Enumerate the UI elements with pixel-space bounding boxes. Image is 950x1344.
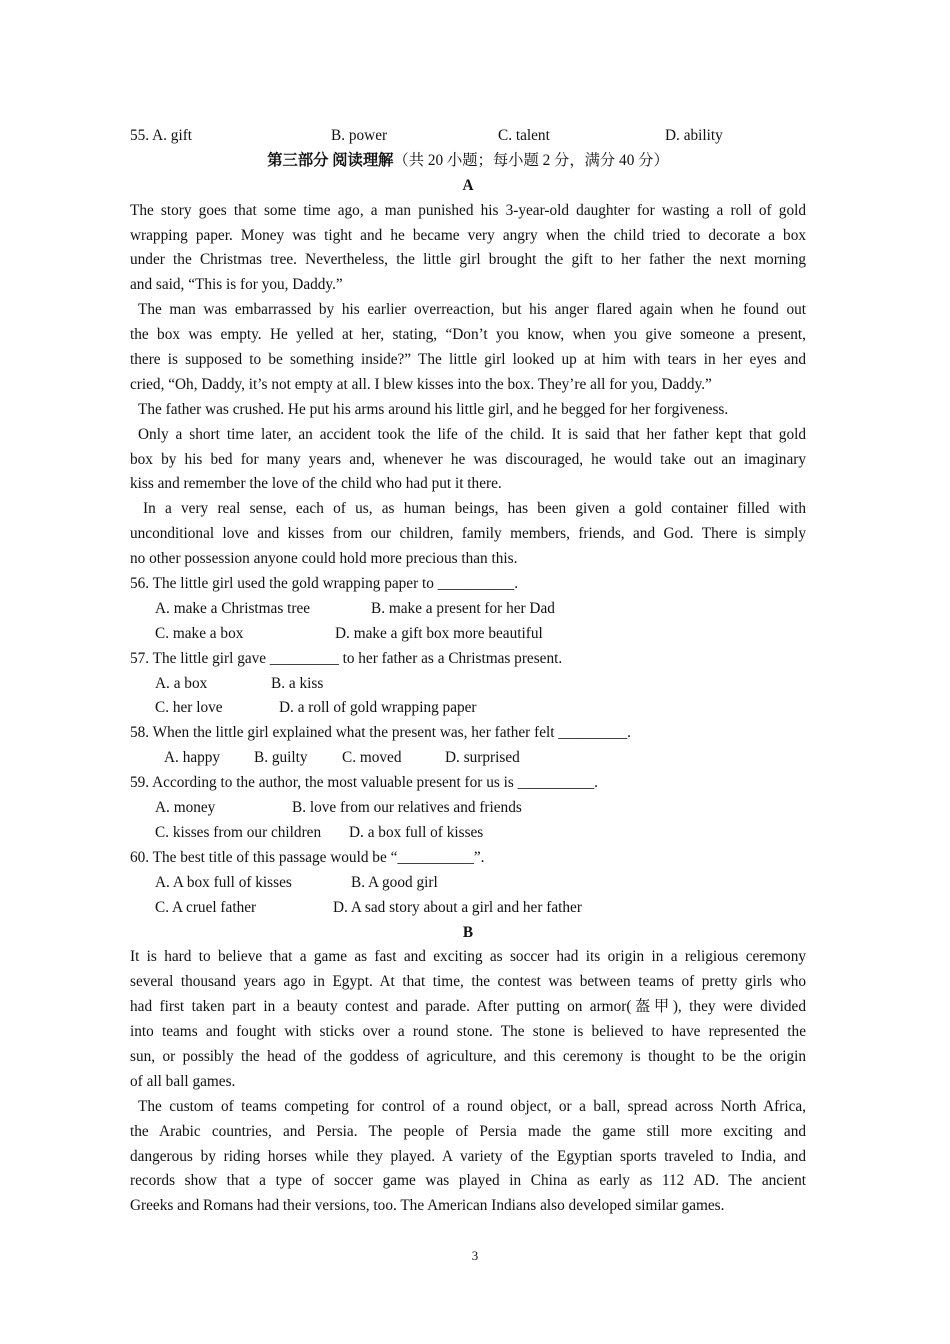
question-60-stem: 60. The best title of this passage would be “__________”.	[130, 848, 485, 866]
exam-page	[130, 124, 806, 1219]
text-line: several thousand years ago in Egypt. At that time, the contest was between teams of pretty girls who	[130, 973, 806, 991]
text-line: the Arabic countries, and Persia. The people of Persia made the game still more exciting and	[130, 1122, 806, 1140]
question-55	[130, 124, 806, 149]
passage-a-paragraph-4	[130, 423, 806, 498]
text-line: the box was empty. He yelled at her, stating, “Don’t you know, when you give someone a present,	[130, 326, 806, 344]
q59-option-b: B. love from our relatives and friends	[292, 799, 522, 817]
q59-option-c: C. kisses from our children	[155, 823, 322, 841]
text-line: no other possession anyone could hold more precious than this.	[130, 550, 518, 568]
q55-option-d: D. ability	[665, 127, 723, 144]
question-57-options-row1	[130, 672, 806, 697]
q57-option-c: C. her love	[155, 699, 223, 717]
text-line: cried, “Oh, Daddy, it’s not empty at all. I blew kisses into the box. They’re all for you, Daddy.”	[130, 375, 712, 393]
text-line: under the Christmas tree. Nevertheless, the little girl brought the gift to her father the next morning	[130, 251, 806, 269]
text-line: unconditional love and kisses from our children, family members, friends, and God. There is simply	[130, 525, 806, 543]
text-line: The custom of teams competing for control of a round object, or a ball, spread across North Africa,	[138, 1097, 806, 1115]
q56-option-a: A. make a Christmas tree	[155, 599, 311, 617]
question-60-options-row1	[130, 871, 806, 896]
q56-option-d: D. make a gift box more beautiful	[335, 624, 543, 642]
passage-a-paragraph-2	[130, 298, 806, 398]
text-line: The story goes that some time ago, a man punished his 3-year-old daughter for wasting a roll of gold	[130, 201, 806, 219]
section-title	[130, 149, 806, 174]
question-57-stem: 57. The little girl gave _________ to her father as a Christmas present.	[130, 649, 563, 667]
q55-option-b: B. power	[331, 127, 388, 144]
question-57-options-row2	[130, 696, 806, 721]
passage-a-paragraph-1	[130, 199, 806, 299]
q56-option-c: C. make a box	[155, 624, 244, 642]
section-title-bold: 第三部分 阅读理解	[267, 151, 394, 169]
q59-option-d: D. a box full of kisses	[349, 823, 484, 841]
question-59-stem: 59. According to the author, the most valuable present for us is __________.	[130, 774, 598, 792]
q60-option-c: C. A cruel father	[155, 898, 257, 916]
q55-option-c: C. talent	[498, 127, 550, 144]
q58-option-b: B. guilty	[254, 749, 308, 767]
text-line: sun, or possibly the head of the goddess of agriculture, and this ceremony is thought to be the origin	[130, 1047, 806, 1065]
q58-option-c: C. moved	[342, 749, 402, 767]
q58-option-d: D. surprised	[445, 749, 520, 767]
text-line: Only a short time later, an accident took the life of the child. It is said that her father kept that gold	[138, 425, 806, 443]
text-line: records show that a type of soccer game was played in China as early as 112 AD. The ancient	[130, 1172, 806, 1190]
text-line: kiss and remember the love of the child who had put it there.	[130, 475, 502, 493]
q56-option-b: B. make a present for her Dad	[371, 599, 555, 617]
q57-option-d: D. a roll of gold wrapping paper	[279, 699, 477, 717]
text-line: The man was embarrassed by his earlier overreaction, but his anger flared again when he found out	[138, 301, 806, 319]
text-line: of all ball games.	[130, 1072, 236, 1090]
q60-option-b: B. A good girl	[351, 873, 438, 891]
passage-b-paragraph-2	[130, 1095, 806, 1219]
passage-a-paragraph-3	[130, 398, 806, 423]
q60-option-a: A. A box full of kisses	[155, 873, 292, 891]
q60-option-d: D. A sad story about a girl and her father	[333, 898, 582, 916]
passage-a-paragraph-5	[130, 497, 806, 572]
question-58-stem: 58. When the little girl explained what the present was, her father felt _________.	[130, 724, 631, 742]
question-58-options	[130, 746, 806, 771]
text-line: The father was crushed. He put his arms around his little girl, and he begged for her forgiveness.	[138, 400, 729, 418]
text-line: box by his bed for many years and, whenever he was discouraged, he would take out an imaginary	[130, 450, 806, 468]
text-line: wrapping paper. Money was tight and he became very angry when the child tried to decorate a box	[130, 226, 806, 244]
text-line: Greeks and Romans had their versions, too. The American Indians also developed similar games.	[130, 1197, 725, 1215]
text-line: into teams and fought with sticks over a round stone. The stone is believed to have represented the	[130, 1023, 806, 1041]
passage-b-heading: B	[462, 923, 474, 941]
passage-b-paragraph-1	[130, 945, 806, 1094]
question-56-options-row2	[130, 622, 806, 647]
question-59-options-row2	[130, 821, 806, 846]
section-title-rest: （共 20 小题；每小题 2 分，满分 40 分）	[393, 151, 669, 169]
text-line: In a very real sense, each of us, as human beings, has been given a gold container filled with	[143, 500, 806, 518]
q57-option-b: B. a kiss	[271, 674, 324, 692]
q58-option-a: A. happy	[164, 749, 221, 767]
text-line: It is hard to believe that a game as fast and exciting as soccer had its origin in a religious ceremony	[130, 948, 806, 966]
text-line: and said, “This is for you, Daddy.”	[130, 276, 343, 294]
q55-option-a: 55. A. gift	[130, 127, 193, 144]
question-60-options-row2	[130, 896, 806, 921]
q57-option-a: A. a box	[155, 674, 208, 692]
page-number: 3	[471, 1248, 479, 1263]
question-56-stem: 56. The little girl used the gold wrapping paper to __________.	[130, 575, 519, 593]
text-line: had first taken part in a beauty contest and parade. After putting on armor(盔甲), they were divided	[130, 998, 806, 1016]
question-56-options-row1	[130, 597, 806, 622]
text-line: dangerous by riding horses while they played. A variety of the Egyptian sports traveled to India, and	[130, 1147, 806, 1165]
passage-a-heading: A	[462, 176, 474, 194]
text-line: there is supposed to be something inside?” The little girl looked up at him with tears in her eyes and	[130, 351, 806, 369]
q59-option-a: A. money	[155, 799, 216, 817]
question-59-options-row1	[130, 796, 806, 821]
